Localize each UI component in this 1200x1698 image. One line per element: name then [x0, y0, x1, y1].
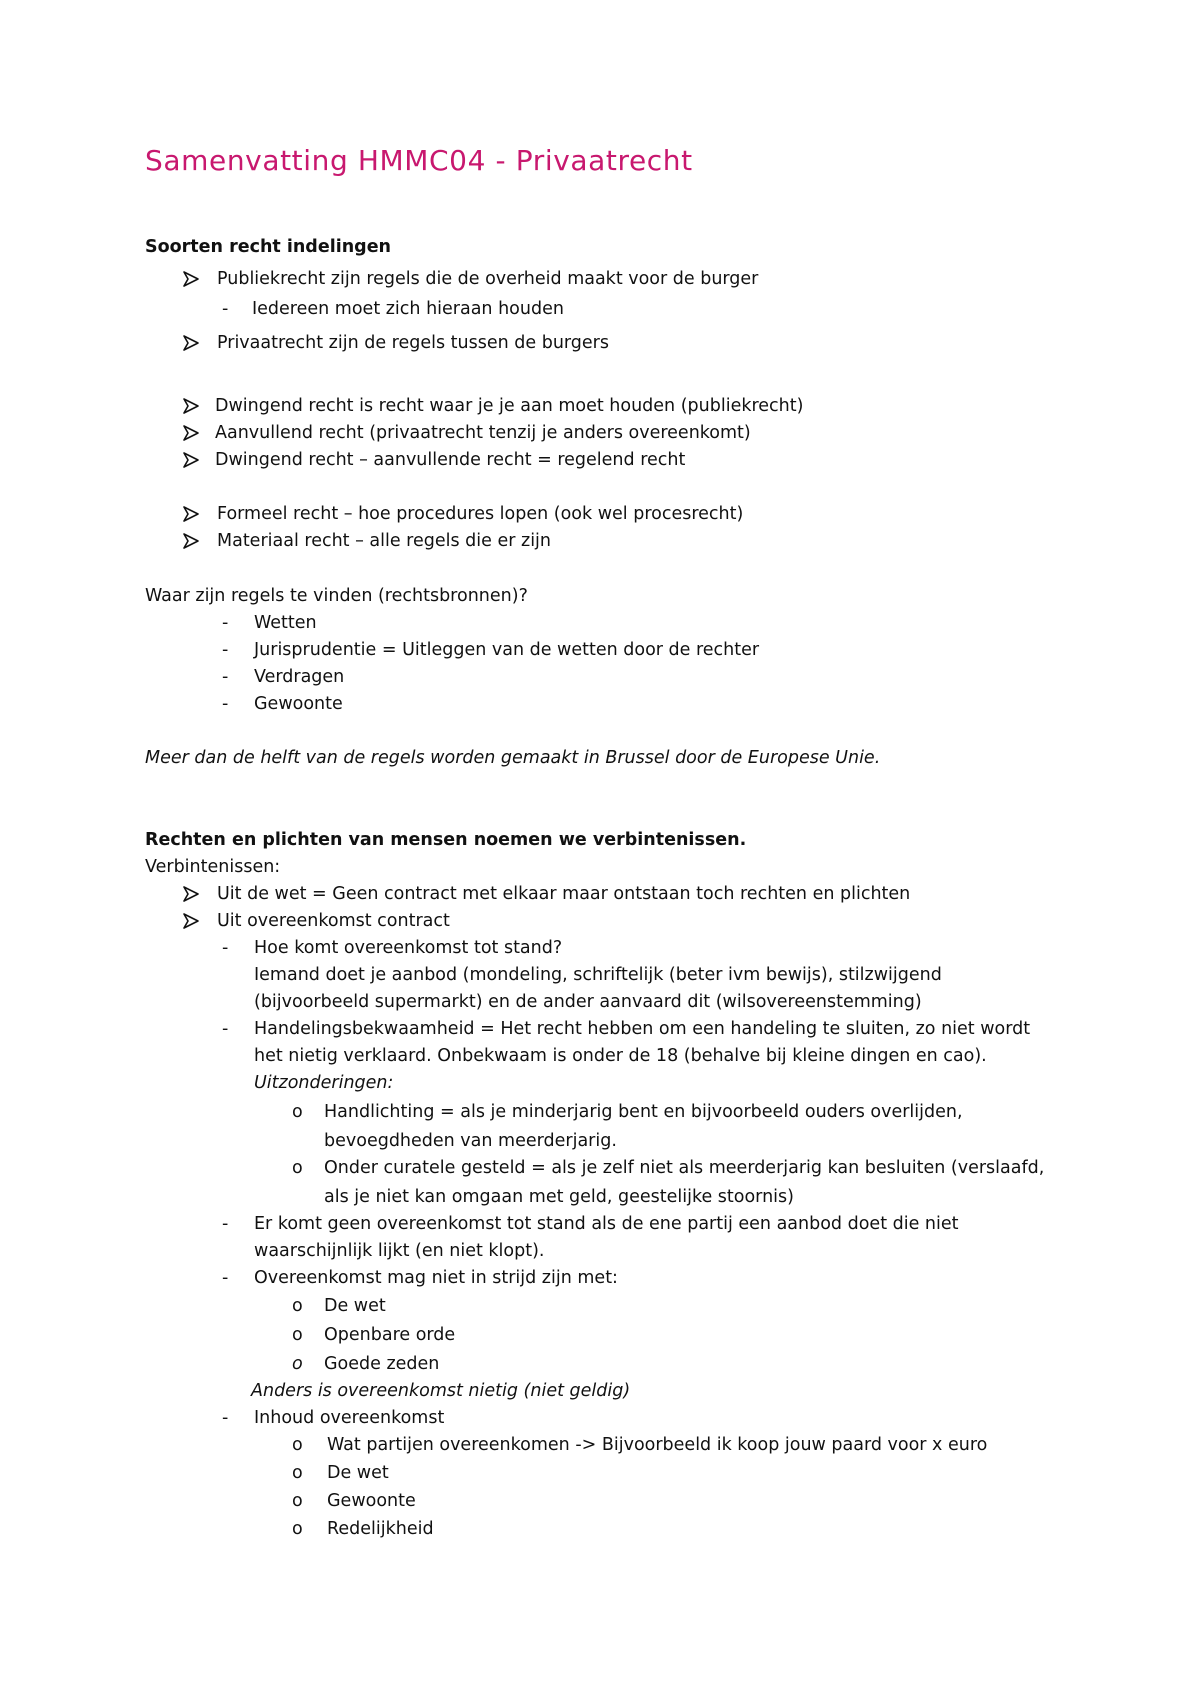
circle-bullet: o: [292, 1158, 303, 1178]
list-item: Openbare orde: [324, 1325, 456, 1345]
arrowhead-bullet-icon: [182, 885, 200, 903]
list-item: Redelijkheid: [327, 1519, 434, 1539]
list-item: De wet: [327, 1463, 389, 1483]
list-item: Aanvullend recht (privaatrecht tenzij je anders overeenkomt): [215, 423, 751, 443]
list-item: Dwingend recht is recht waar je je aan moet houden (publiekrecht): [215, 396, 804, 416]
list-item: Hoe komt overeenkomst tot stand?: [254, 938, 563, 958]
dash-bullet: -: [222, 1214, 229, 1234]
list-item: Wat partijen overeenkomen -> Bijvoorbeeld ik koop jouw paard voor x euro: [327, 1435, 988, 1455]
italic-subheading: Uitzonderingen:: [254, 1073, 394, 1093]
list-item: Handelingsbekwaamheid = Het recht hebben om een handeling te sluiten, zo niet wordt: [254, 1019, 1031, 1039]
section-heading: Rechten en plichten van mensen noemen we verbintenissen.: [145, 830, 747, 850]
dash-bullet: -: [222, 640, 229, 660]
list-item: Verdragen: [254, 667, 345, 687]
arrowhead-bullet-icon: [182, 334, 200, 352]
arrowhead-bullet-icon: [182, 451, 200, 469]
list-item: Uit overeenkomst contract: [217, 911, 450, 931]
dash-bullet: -: [222, 299, 229, 319]
arrowhead-bullet-icon: [182, 397, 200, 415]
italic-note: Meer dan de helft van de regels worden gemaakt in Brussel door de Europese Unie.: [145, 748, 881, 768]
paragraph: Verbintenissen:: [145, 857, 281, 877]
dash-bullet: -: [222, 694, 229, 714]
list-item: Jurisprudentie = Uitleggen van de wetten door de rechter: [254, 640, 760, 660]
circle-bullet: o: [292, 1435, 303, 1455]
circle-bullet: o: [292, 1102, 303, 1122]
paragraph: Waar zijn regels te vinden (rechtsbronnen)?: [145, 586, 528, 606]
dash-bullet: -: [222, 1019, 229, 1039]
dash-bullet: -: [222, 1408, 229, 1428]
list-item: Publiekrecht zijn regels die de overheid maakt voor de burger: [217, 269, 759, 289]
arrowhead-bullet-icon: [182, 270, 200, 288]
circle-bullet: o: [292, 1491, 303, 1511]
list-item: Gewoonte: [327, 1491, 416, 1511]
dash-bullet: -: [222, 613, 229, 633]
list-item: Uit de wet = Geen contract met elkaar maar ontstaan toch rechten en plichten: [217, 884, 911, 904]
circle-bullet: o: [292, 1296, 303, 1316]
list-item: Formeel recht – hoe procedures lopen (ook wel procesrecht): [217, 504, 744, 524]
list-item: Handlichting = als je minderjarig bent en bijvoorbeeld ouders overlijden,: [324, 1102, 963, 1122]
list-item-continued: bevoegdheden van meerderjarig.: [324, 1131, 617, 1151]
list-item-continued: (bijvoorbeeld supermarkt) en de ander aanvaard dit (wilsovereenstemming): [254, 992, 922, 1012]
arrowhead-bullet-icon: [182, 532, 200, 550]
list-item: Goede zeden: [324, 1354, 440, 1374]
arrowhead-bullet-icon: [182, 424, 200, 442]
section-heading: Soorten recht indelingen: [145, 237, 392, 257]
list-item: Overeenkomst mag niet in strijd zijn met:: [254, 1268, 618, 1288]
list-item: Onder curatele gesteld = als je zelf niet als meerderjarig kan besluiten (verslaafd,: [324, 1158, 1045, 1178]
circle-bullet: o: [292, 1325, 303, 1345]
circle-bullet: o: [292, 1354, 303, 1374]
arrowhead-bullet-icon: [182, 912, 200, 930]
circle-bullet: o: [292, 1519, 303, 1539]
italic-note: Anders is overeenkomst nietig (niet geldig): [251, 1381, 631, 1401]
list-item: Er komt geen overeenkomst tot stand als de ene partij een aanbod doet die niet: [254, 1214, 959, 1234]
list-item-continued: het nietig verklaard. Onbekwaam is onder de 18 (behalve bij kleine dingen en cao).: [254, 1046, 987, 1066]
list-item: Inhoud overeenkomst: [254, 1408, 445, 1428]
list-item-continued: Iemand doet je aanbod (mondeling, schriftelijk (beter ivm bewijs), stilzwijgend: [254, 965, 942, 985]
circle-bullet: o: [292, 1463, 303, 1483]
list-item: Materiaal recht – alle regels die er zijn: [217, 531, 552, 551]
list-item: Iedereen moet zich hieraan houden: [252, 299, 564, 319]
list-item: Privaatrecht zijn de regels tussen de burgers: [217, 333, 609, 353]
list-item: Gewoonte: [254, 694, 343, 714]
list-item: De wet: [324, 1296, 386, 1316]
dash-bullet: -: [222, 938, 229, 958]
arrowhead-bullet-icon: [182, 505, 200, 523]
list-item: Dwingend recht – aanvullende recht = regelend recht: [215, 450, 686, 470]
dash-bullet: -: [222, 667, 229, 687]
dash-bullet: -: [222, 1268, 229, 1288]
list-item-continued: als je niet kan omgaan met geld, geestelijke stoornis): [324, 1187, 794, 1207]
list-item: Wetten: [254, 613, 317, 633]
list-item-continued: waarschijnlijk lijkt (en niet klopt).: [254, 1241, 545, 1261]
page-title: Samenvatting HMMC04 - Privaatrecht: [145, 144, 693, 177]
